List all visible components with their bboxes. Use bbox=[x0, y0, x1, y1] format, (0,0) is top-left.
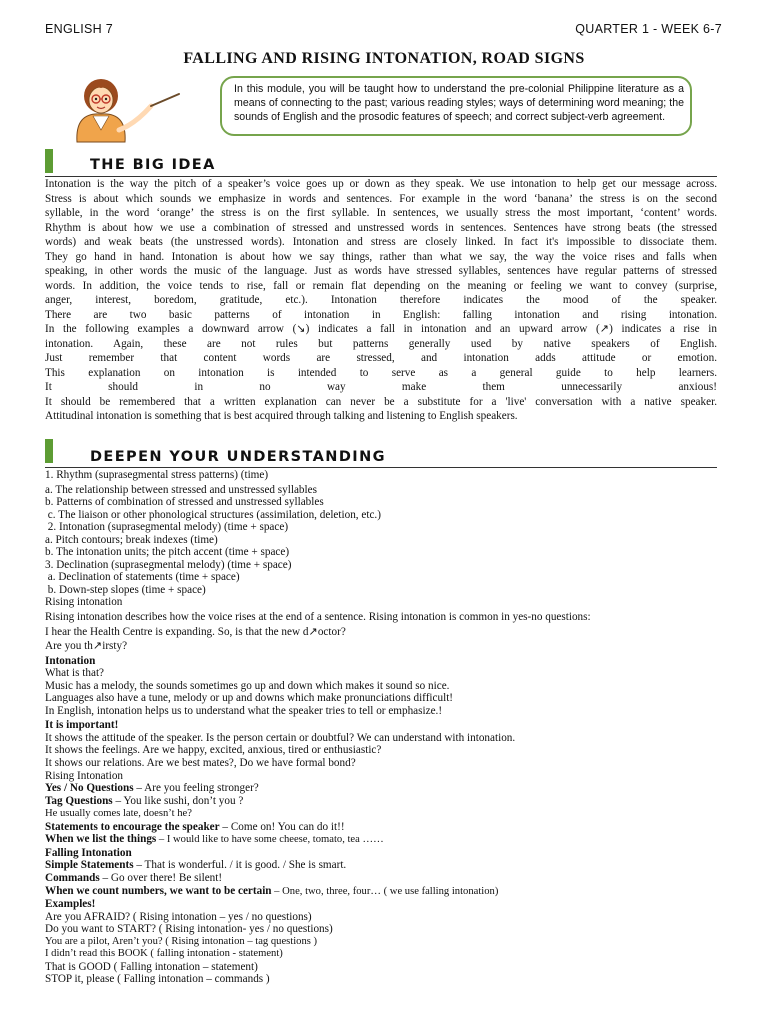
outline-line: a. Declination of statements (time + space) bbox=[45, 571, 240, 584]
big-idea-line: Rhythm is about how we use a combination of stressed and unstressed words in sentences. Sentences have strong beats (the stressed bbox=[45, 221, 717, 234]
big-idea-line: Intonation is the way the pitch of a speaker’s voice goes up or down as they speak. We use intonation to help get our message across. bbox=[45, 178, 717, 190]
deepen-body bbox=[45, 469, 725, 986]
deepen-heading: DEEPEN YOUR UNDERSTANDING bbox=[90, 449, 386, 465]
rising-label: Yes / No Questions bbox=[45, 782, 134, 795]
examples-heading: Examples! bbox=[45, 898, 96, 911]
important-line: It shows the attitude of the speaker. Is the person certain or doubtful? We can understand with intonation. bbox=[45, 731, 516, 744]
rising-text: – You like sushi, don’t you ? bbox=[112, 794, 244, 807]
example-line: Do you want to START? ( Rising intonation- yes / no questions) bbox=[45, 923, 333, 936]
outline-line: 1. Rhythm (suprasegmental stress patterns) (time) bbox=[45, 469, 269, 481]
big-idea-line: There are two basic patterns of intonation in English: falling intonation and rising intonation. bbox=[45, 308, 717, 321]
deepen-rule bbox=[45, 467, 717, 468]
quarter-label: QUARTER 1 - WEEK 6-7 bbox=[575, 22, 722, 36]
falling-item bbox=[45, 885, 725, 899]
outline-line: 2. Intonation (suprasegmental melody) (time + space) bbox=[45, 521, 289, 534]
intro-text: In this module, you will be taught how to understand the pre-colonial Philippine literature as a means of connecting to the past; various reading styles; ways of determining word meaning; the sounds of English and the prosodic features of speech; and correct subject-verb agreement. bbox=[234, 83, 684, 123]
intonation-line: What is that? bbox=[45, 667, 105, 680]
falling-text: – That is wonderful. / it is good. / She is smart. bbox=[133, 859, 347, 872]
falling-label: When we count numbers, we want to be certain bbox=[45, 884, 272, 897]
big-idea-line: In the following examples a downward arrow (↘) indicates a fall in intonation and an upward arrow (↗) indicates a rise in bbox=[45, 323, 717, 335]
outline-line: b. The intonation units; the pitch accent (time + space) bbox=[45, 546, 290, 559]
rising-label: When we list the things bbox=[45, 833, 157, 846]
example-line: That is GOOD ( Falling intonation – statement) bbox=[45, 960, 258, 973]
falling-label: Commands bbox=[45, 871, 100, 884]
falling-item bbox=[45, 859, 725, 872]
outline-line: b. Patterns of combination of stressed and unstressed syllables bbox=[45, 496, 324, 509]
rising-text: – Are you feeling stronger? bbox=[133, 782, 259, 795]
example-line: You are a pilot, Aren’t you? ( Rising intonation – tag questions ) bbox=[45, 935, 318, 947]
important-line: It shows the feelings. Are we happy, excited, anxious, tired or enthusiastic? bbox=[45, 744, 382, 757]
big-idea-line: It should be remembered that a written explanation can never be a substitute for a 'live' conversation with a native speaker. bbox=[45, 395, 717, 408]
big-idea-heading: THE BIG IDEA bbox=[90, 157, 216, 173]
outline-line: Rising intonation describes how the voice rises at the end of a sentence. Rising intonation is common in yes-no questions: bbox=[45, 611, 591, 624]
big-idea-line: intonation. Again, these are not rules but patterns generally used by native speakers of English. bbox=[45, 337, 717, 350]
big-idea-line: Just remember that content words are stressed, and intonation adds attitude or emotion. bbox=[45, 352, 717, 364]
rising-item bbox=[45, 821, 725, 834]
rising-item bbox=[45, 833, 725, 847]
page-title: FALLING AND RISING INTONATION, ROAD SIGNS bbox=[183, 50, 585, 67]
rising-item bbox=[45, 795, 725, 808]
intonation-line: Languages also have a tune, melody or up and downs which make pronunciations difficult! bbox=[45, 692, 454, 705]
intonation-heading: Intonation bbox=[45, 654, 96, 667]
big-idea-line: syllable, in the word ‘orange’ the stress is on the first syllable. In sentences, we usually stress the most important, ‘content’ words. bbox=[45, 207, 717, 219]
rising-item bbox=[45, 782, 725, 795]
big-idea-line: words. In addition, the voice tends to rise, fall or remain flat depending on the meaning or feeling we want to convey (surprise, bbox=[45, 279, 717, 292]
example-line: STOP it, please ( Falling intonation – commands ) bbox=[45, 973, 270, 986]
rising-label: Statements to encourage the speaker bbox=[45, 820, 220, 833]
falling-label: Simple Statements bbox=[45, 859, 134, 872]
big-idea-line: They go hand in hand. Intonation is about how we say things, rather than what we say, the way the voice rises and falls when bbox=[45, 250, 717, 263]
outline-line: Rising intonation bbox=[45, 596, 123, 609]
big-idea-line: Stress is about which sounds we emphasize in words and sentences. For example in the word ‘banana’ the stress is on the second bbox=[45, 192, 717, 205]
intonation-line: In English, intonation helps us to understand what the speaker tries to tell or emphasize.! bbox=[45, 704, 443, 717]
big-idea-line: words) and weak beats (the unstressed words). Intonation and stress are closely linked. In fact it's impossible to dissociate them. bbox=[45, 236, 717, 248]
falling-text: – Go over there! Be silent! bbox=[99, 871, 223, 884]
big-idea-line: speaking, in other words the music of the language. Just as words have stressed syllables, sentences have regular patterns of stressed bbox=[45, 265, 717, 277]
important-line: It shows our relations. Are we best mates?, Do we have formal bond? bbox=[45, 757, 356, 770]
example-line: Are you AFRAID? ( Rising intonation – yes / no questions) bbox=[45, 910, 312, 923]
teacher-illustration bbox=[55, 72, 185, 147]
deepen-marker bbox=[45, 439, 53, 463]
falling-text: – One, two, three, four… ( we use falling intonation) bbox=[271, 885, 499, 897]
big-idea-line: Attitudinal intonation is something that is best acquired through talking and listening to English speakers. bbox=[45, 410, 518, 422]
rising-text: – I would like to have some cheese, tomato, tea …… bbox=[156, 834, 384, 846]
important-line: Rising Intonation bbox=[45, 769, 124, 782]
outline-line: a. Pitch contours; break indexes (time) bbox=[45, 533, 218, 546]
outline-line: b. Down-step slopes (time + space) bbox=[45, 583, 206, 596]
big-idea-marker bbox=[45, 149, 53, 173]
intro-callout bbox=[220, 76, 692, 136]
rising-item bbox=[45, 807, 725, 821]
rising-text: He usually comes late, doesn’t he? bbox=[45, 808, 192, 820]
falling-item bbox=[45, 872, 725, 885]
outline-line: c. The liaison or other phonological structures (assimilation, deletion, etc.) bbox=[45, 508, 381, 521]
outline-line: a. The relationship between stressed and unstressed syllables bbox=[45, 483, 317, 496]
rising-label: Tag Questions bbox=[45, 794, 113, 807]
falling-heading: Falling Intonation bbox=[45, 846, 132, 859]
big-idea-line: This explanation on intonation is intended to serve as a general guide to help learners. bbox=[45, 366, 717, 379]
big-idea-line: anger, interest, boredom, gratitude, etc.). Intonation therefore indicates the mood of the speaker. bbox=[45, 294, 717, 306]
rising-text: – Come on! You can do it!! bbox=[219, 820, 345, 833]
big-idea-body bbox=[45, 177, 717, 424]
important-heading: It is important! bbox=[45, 719, 119, 732]
example-sentence: I hear the Health Centre is expanding. So, is that the new d↗octor? bbox=[45, 625, 346, 638]
outline-line: 3. Declination (suprasegmental melody) (time + space) bbox=[45, 558, 292, 571]
example-sentence: Are you th↗irsty? bbox=[45, 640, 128, 653]
intonation-line: Music has a melody, the sounds sometimes go up and down which makes it sound so nice. bbox=[45, 679, 450, 692]
big-idea-line: It should in no way make them unnecessarily anxious! bbox=[45, 381, 717, 393]
subject-label: ENGLISH 7 bbox=[45, 22, 114, 36]
example-line: I didn’t read this BOOK ( falling intonation - statement) bbox=[45, 948, 283, 960]
